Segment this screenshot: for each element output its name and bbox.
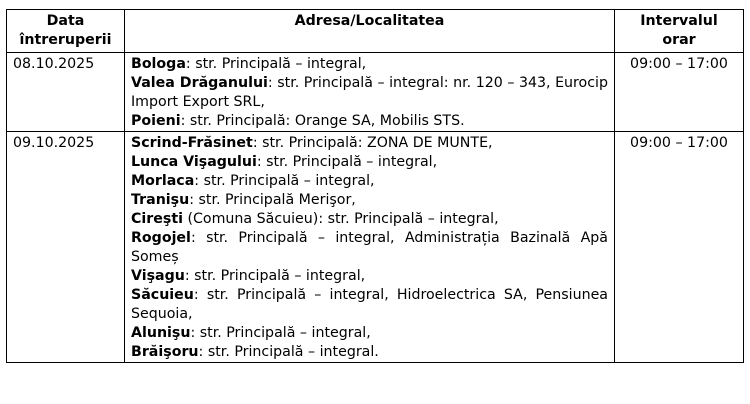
locality-name: Vişagu <box>131 268 185 284</box>
locality-name: Alunişu <box>131 325 191 341</box>
locality-name: Morlaca <box>131 173 195 189</box>
locality-name: Săcuieu <box>131 287 194 303</box>
locality-name: Valea Drăganului <box>131 75 268 91</box>
locality-details: : str. Principală – integral, <box>185 56 367 72</box>
locality-name: Poieni <box>131 113 181 129</box>
header-address-text: Adresa/Localitatea <box>294 13 445 29</box>
table-header-row <box>7 10 744 53</box>
list-item <box>131 210 608 229</box>
locality-details: : str. Principală – integral, Hidroelectrica SA, Pensiunea Sequoia, <box>131 287 608 322</box>
locality-details: (Comuna Săcuieu): str. Principală – integral, <box>182 211 499 227</box>
locality-details: : str. Principală: Orange SA, Mobilis STS. <box>180 113 465 129</box>
list-item <box>131 172 608 191</box>
row-date: 09.10.2025 <box>7 132 125 363</box>
list-item <box>131 267 608 286</box>
header-date-line1: Data <box>46 13 85 29</box>
header-interval <box>615 10 744 53</box>
list-item <box>131 134 608 153</box>
locality-details: : str. Principală – integral, <box>190 325 371 341</box>
outage-table <box>6 9 744 363</box>
header-interval-line1: Intervalul <box>640 13 718 29</box>
header-interval-line2: orar <box>662 32 696 48</box>
locality-details: : str. Principală – integral, <box>194 173 375 189</box>
outage-document <box>6 9 744 363</box>
locality-details: : str. Principală – integral: nr. 120 – 343, Eurocip Import Export SRL, <box>131 75 608 110</box>
locality-details: : str. Principală Merişor, <box>189 192 356 208</box>
locality-name: Bologa <box>131 56 186 72</box>
list-item <box>131 343 608 362</box>
header-date <box>7 10 125 53</box>
page-bottom-edge <box>0 398 750 404</box>
row-interval: 09:00 – 17:00 <box>615 53 744 132</box>
header-date-line2: întreruperii <box>19 32 112 48</box>
locality-name: Tranişu <box>131 192 190 208</box>
row-addresses <box>125 53 615 132</box>
list-item <box>131 191 608 210</box>
list-item <box>131 74 608 112</box>
list-item <box>131 229 608 267</box>
locality-name: Brăişoru <box>131 344 199 360</box>
locality-details: : str. Principală – integral, <box>256 154 438 170</box>
locality-name: Cireşti <box>131 211 183 227</box>
row-date: 08.10.2025 <box>7 53 125 132</box>
locality-name: Scrind-Frăsinet <box>131 135 253 151</box>
locality-details: : str. Principală – integral, Administrația Bazinală Apă Someș <box>131 230 608 265</box>
locality-name: Lunca Vişagului <box>131 154 257 170</box>
locality-details: : str. Principală: ZONA DE MUNTE, <box>252 135 493 151</box>
table-row <box>7 53 744 132</box>
list-item <box>131 112 608 131</box>
header-address <box>125 10 615 53</box>
list-item <box>131 153 608 172</box>
table-row <box>7 132 744 363</box>
locality-name: Rogojel <box>131 230 191 246</box>
locality-details: : str. Principală – integral. <box>198 344 379 360</box>
list-item <box>131 286 608 324</box>
list-item <box>131 55 608 74</box>
row-interval: 09:00 – 17:00 <box>615 132 744 363</box>
locality-details: : str. Principală – integral, <box>184 268 366 284</box>
list-item <box>131 324 608 343</box>
row-addresses <box>125 132 615 363</box>
